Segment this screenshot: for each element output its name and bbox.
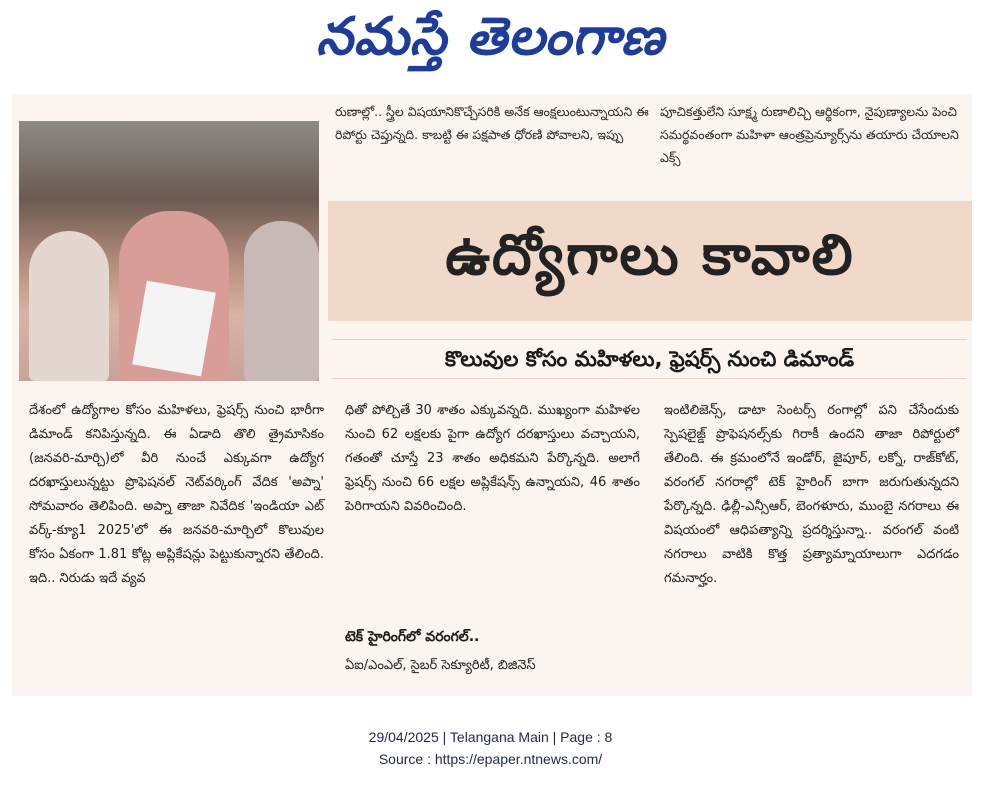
- article-photo: [19, 121, 319, 381]
- footer: [0, 726, 981, 770]
- body-column-3: ఇంటిలిజెన్స్, డాటా సెంటర్స్ రంగాల్లో పని చేసేందుకు స్పెషలైజ్డ్ ప్రొఫెషనల్స్‌కు గిరాకీ ఉందని తాజా రిపోర్టులో తేలింది. ఈ క్రమంలోనే ఇండోర్, జైపూర్, లక్నో, రాజ్‌కోట్, వరంగల్ నగరాల్లో టెక్ హైరింగ్ బాగా జరుగుతున్నదని పేర్కొన్నది. ఢిల్లీ-ఎన్సీఆర్, బెంగళూరు, ముంబై నగరాలు ఈ విషయంలో ఆధిపత్యాన్ని ప్రదర్శిస్తున్నా.. వరంగల్ వంటి నగరాలు వాటికి కొత్త ప్రత్యామ్నాయాలుగా ఎదగడం గమనార్హం.: [664, 403, 959, 586]
- masthead: [0, 0, 981, 82]
- article-clipping: [12, 94, 972, 696]
- date-edition-page: 29/04/2025 | Telangana Main | Page : 8: [368, 729, 613, 745]
- section-heading: టెక్ హైరింగ్‌లో వరంగల్..: [345, 629, 480, 645]
- body-column-2: ధితో పోల్చితే 30 శాతం ఎక్కువన్నది. ముఖ్యంగా మహిళల నుంచి 62 లక్షలకు పైగా ఉద్యోగ దరఖాస్తులు వచ్చాయని, గతంతో చూస్తే 23 శాతం అధికమని పేర్కొన్నది. అలాగే ఫ్రెషర్స్ నుంచి 66 లక్షల అప్లికేషన్స్ ఉన్నాయని, 46 శాతం పెరిగాయని వివరించింది.: [345, 403, 640, 514]
- subheadline: కొలువుల కోసం మహిళలు, ఫ్రెషర్స్ నుంచి డిమాండ్: [332, 339, 967, 379]
- body-column-1: దేశంలో ఉద్యోగాల కోసం మహిళలు, ఫ్రెషర్స్ నుంచి భారీగా డిమాండ్ కనిపిస్తున్నది. ఈ ఏడాది తొలి త్రైమాసికం (జనవరి-మార్చి)లో వీరి నుంచే ఎక్కువగా ఉద్యోగ దరఖాస్తులున్నట్టు ప్రొఫెషనల్ నెట్‌వర్కింగ్ వేదిక 'అప్నా' సోమవారం తెలిపింది. అప్నా తాజా నివేదిక 'ఇండియా ఎట్ వర్క్-క్యూ1 2025'లో ఈ జనవరి-మార్చిలో కొలువుల కోసం ఏకంగా 1.81 కోట్ల అప్లికేషన్లు పెట్టుకున్నారని తేలింది. ఇది.. నిరుడు ఇదే వ్యవ: [29, 403, 324, 586]
- newspaper-title: నమస్తే తెలంగాణ: [316, 6, 665, 67]
- source-link[interactable]: Source : https://epaper.ntnews.com/: [378, 751, 603, 767]
- previous-article-column-1: రుణాల్లో.. స్త్రీల విషయానికొచ్చేసరికి అనేక ఆంక్షలుంటున్నాయని ఈ రిపోర్టు చెప్తున్నది. కాబట్టి ఈ పక్షపాత ధోరణి పోవాలని, ఇప్పు: [335, 104, 649, 142]
- headline: ఉద్యోగాలు కావాలి: [445, 223, 855, 288]
- previous-article-column-2: పూచికత్తులేని సూక్ష్మ రుణాలిచ్చి ఆర్థికంగా, నైపుణ్యాలను పెంచి సమర్థవంతంగా మహిళా ఆంత్రప్రెన్యూర్స్‌ను తయారు చేయాలని ఎక్స్: [660, 104, 959, 165]
- section-text: ఏఐ/ఎంఎల్, సైబర్ సెక్యూరిటీ, బిజినెస్: [345, 658, 536, 673]
